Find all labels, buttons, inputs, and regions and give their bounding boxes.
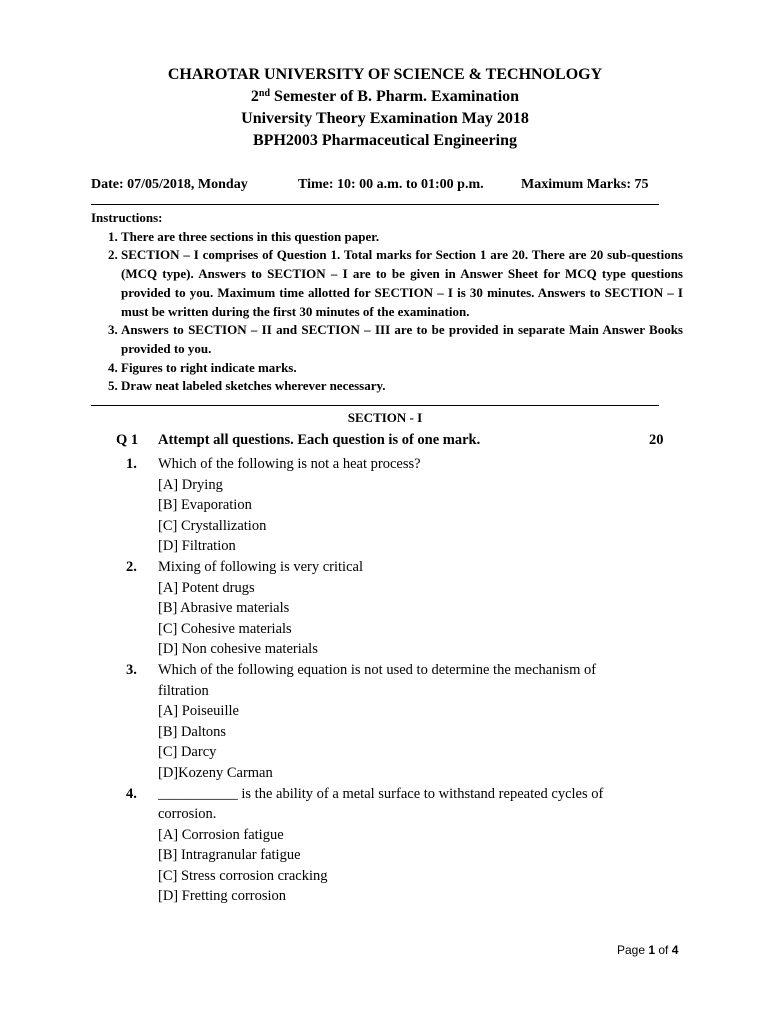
exam-date: Date: 07/05/2018, Monday xyxy=(91,177,248,192)
instructions-title: Instructions: xyxy=(91,210,163,225)
question-text: ___________ is the ability of a metal surface to withstand repeated cycles of corrosion. xyxy=(158,785,604,823)
exam-name: University Theory Examination May 2018 xyxy=(241,110,529,127)
instruction-number: 2. xyxy=(108,247,118,263)
answer-option: [D] Fretting corrosion xyxy=(158,888,287,905)
instruction-number: 5. xyxy=(108,378,118,394)
answer-option: [C] Stress corrosion cracking xyxy=(158,867,328,884)
instruction-number: 1. xyxy=(108,228,118,244)
course-title: BPH2003 Pharmaceutical Engineering xyxy=(253,132,517,149)
exam-meta xyxy=(91,177,661,195)
instruction-text: Figures to right indicate marks. xyxy=(121,359,297,375)
semester-line xyxy=(0,86,770,108)
page-of-label: of xyxy=(655,943,672,957)
answer-option: [C] Cohesive materials xyxy=(158,620,292,637)
question-item xyxy=(126,454,628,557)
instruction-text: Answers to SECTION – II and SECTION – III are to be provided in separate Main Answer Books provided to you. xyxy=(121,322,683,356)
section-title: SECTION - I xyxy=(347,410,423,425)
answer-option: [C] Darcy xyxy=(158,744,217,761)
divider-line xyxy=(91,405,659,406)
question-text: Which of the following is not a heat process? xyxy=(158,456,421,472)
instruction-item xyxy=(91,321,683,358)
maximum-marks: Maximum Marks: 75 xyxy=(521,177,649,192)
page-footer xyxy=(617,943,678,957)
answer-option: [A] Drying xyxy=(158,476,223,493)
question-number: 3. xyxy=(126,661,137,678)
instruction-item xyxy=(91,359,683,378)
answer-option: [A] Potent drugs xyxy=(158,579,255,596)
answer-option: [B] Daltons xyxy=(158,723,227,740)
answer-option: [B] Evaporation xyxy=(158,497,252,514)
question-text: Mixing of following is very critical xyxy=(158,558,363,575)
instructions xyxy=(91,209,683,396)
exam-header xyxy=(0,64,770,152)
question-list xyxy=(126,454,628,907)
exam-time: Time: 10: 00 a.m. to 01:00 p.m. xyxy=(298,177,484,192)
university-name: CHAROTAR UNIVERSITY OF SCIENCE & TECHNOLOGY xyxy=(167,66,603,83)
page-total: 4 xyxy=(671,943,679,957)
instruction-item xyxy=(91,246,683,321)
answer-option: [D] Non cohesive materials xyxy=(158,641,318,658)
answer-option: [A] Corrosion fatigue xyxy=(158,826,284,843)
answer-option: [D]Kozeny Carman xyxy=(158,764,273,781)
instruction-text: There are three sections in this question paper. xyxy=(121,228,380,244)
question-item xyxy=(126,660,628,784)
question-instruction: Attempt all questions. Each question is of one mark. xyxy=(158,432,481,448)
instruction-text: Draw neat labeled sketches wherever necessary. xyxy=(121,378,386,394)
question-number: 1. xyxy=(126,456,137,472)
divider-line xyxy=(91,204,659,205)
page-label: Page xyxy=(617,943,649,957)
instruction-number: 3. xyxy=(108,322,118,338)
semester-number: 2 xyxy=(250,88,259,105)
question-item xyxy=(126,557,628,660)
instruction-item xyxy=(91,377,683,396)
question-number: 2. xyxy=(126,558,137,575)
answer-option: [B] Intragranular fatigue xyxy=(158,847,301,864)
answer-option: [A] Poiseuille xyxy=(158,703,239,720)
instruction-number: 4. xyxy=(108,359,118,375)
question-number: 4. xyxy=(126,785,137,802)
question-text: Which of the following equation is not used to determine the mechanism of filtration xyxy=(158,661,597,699)
semester-suffix: nd xyxy=(258,88,271,99)
instruction-text: SECTION – I comprises of Question 1. Total marks for Section 1 are 20. There are 20 sub-questions (MCQ type). Answers to SECTION – I are to be given in Answer Sheet for MCQ type questions provided to you. Maximum time allotted for SECTION – I is 30 minutes. Answers to SECTION – I must be written during the first 30 minutes of the examination. xyxy=(121,247,683,319)
question-label: Q 1 xyxy=(116,432,139,448)
question-item xyxy=(126,784,628,908)
semester-text: Semester of B. Pharm. Examination xyxy=(270,88,520,105)
answer-option: [B] Abrasive materials xyxy=(158,600,290,617)
instruction-item xyxy=(91,228,683,247)
answer-option: [D] Filtration xyxy=(158,538,236,555)
instructions-list xyxy=(91,228,683,396)
page-number: 1 xyxy=(648,943,656,957)
question-marks: 20 xyxy=(649,432,664,448)
answer-option: [C] Crystallization xyxy=(158,517,267,534)
